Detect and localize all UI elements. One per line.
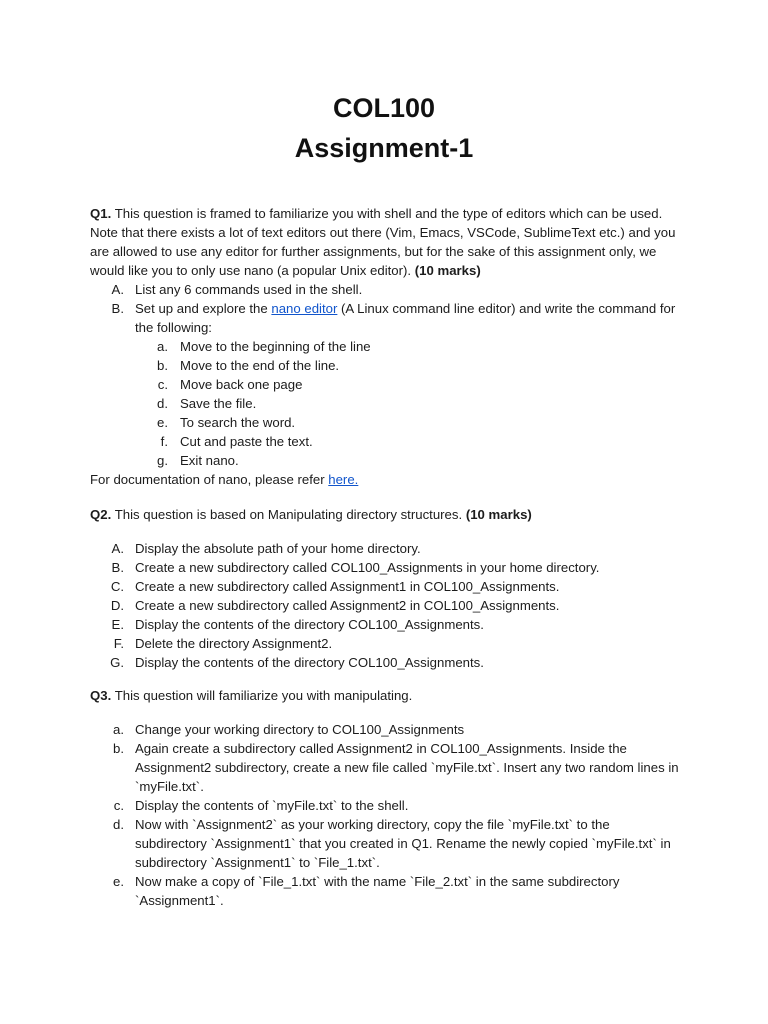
list-marker: A. [111,541,124,556]
q3-prompt [90,686,680,705]
list-item-text: Again create a subdirectory called Assignment2 in COL100_Assignments. Inside the Assignment2 subdirectory, create a new file called `myFile.txt`. Insert any two random lines in `myFile.txt`. [135,741,679,794]
list-marker: g. [157,453,168,468]
q3-item [90,739,680,796]
list-marker: f. [160,434,168,449]
q1-subitem [90,337,680,356]
q1-item-b [90,299,680,470]
list-item-text: Set up and explore the [135,301,272,316]
list-marker: d. [157,396,168,411]
q1-item-a [90,280,680,299]
spacer [90,524,680,539]
q1-prompt [90,204,680,280]
question-3 [90,686,680,910]
q2-marks: (10 marks) [465,507,532,522]
assignment-title: Assignment-1 [294,133,474,163]
list-marker: D. [110,598,124,613]
q2-item [90,577,680,596]
q3-list [90,720,680,910]
list-marker: c. [157,377,168,392]
spacer [90,705,680,720]
list-item-text: Delete the directory Assignment2. [135,636,333,651]
q1-subitem [90,394,680,413]
list-marker: e. [113,874,124,889]
q2-prompt [90,505,680,524]
list-item-text: List any 6 commands used in the shell. [135,282,363,297]
list-item-text: Move to the end of the line. [180,358,340,373]
question-1 [90,204,680,489]
list-marker: G. [110,655,124,670]
q3-label: Q3. [90,688,112,703]
list-marker: B. [111,560,124,575]
list-item-text: Display the contents of `myFile.txt` to the shell. [135,798,409,813]
list-item-text: Create a new subdirectory called Assignment2 in COL100_Assignments. [135,598,560,613]
list-item-text: To search the word. [180,415,296,430]
q1-documentation [90,470,680,489]
list-item-text: Display the contents of the directory COL100_Assignments. [135,617,484,632]
q3-item [90,720,680,739]
q1-subitem [90,356,680,375]
list-item-text: Change your working directory to COL100_Assignments [135,722,465,737]
q1-list [90,280,680,470]
q2-item [90,558,680,577]
list-item-text: Now make a copy of `File_1.txt` with the name `File_2.txt` in the same subdirectory `Assignment1`. [135,874,620,908]
list-marker: b. [157,358,168,373]
q2-item [90,615,680,634]
course-code: COL100 [332,93,436,123]
list-item-text: Cut and paste the text. [180,434,313,449]
list-item-text: (A Linux command line editor) and write the command for the following: [135,301,676,335]
q1-marks: (10 marks) [414,263,481,278]
question-2 [90,505,680,672]
list-marker: E. [111,617,124,632]
list-item-text: Exit nano. [180,453,239,468]
list-item-text: Display the contents of the directory COL100_Assignments. [135,655,484,670]
q3-item [90,872,680,910]
list-marker: e. [157,415,168,430]
q2-label: Q2. [90,507,112,522]
list-marker: a. [113,722,124,737]
list-item-text: Display the absolute path of your home directory. [135,541,421,556]
q2-item [90,596,680,615]
q2-item [90,539,680,558]
list-marker: a. [157,339,168,354]
list-marker: B. [111,301,124,316]
q1-subitem [90,451,680,470]
q1-text: This question is framed to familiarize you with shell and the type of editors which can be used. Note that there exists a lot of text editors out there (Vim, Emacs, VSCode, SublimeText etc.) and you are allowed to use any editor for further assignments, but for the sake of this assignment only, we would like you to only use nano (a popular Unix editor). [90,206,676,278]
doc-text: For documentation of nano, please refer [90,472,329,487]
q3-text: This question will familiarize you with manipulating. [111,688,413,703]
list-marker: c. [113,798,124,813]
list-item-text: Save the file. [180,396,257,411]
q2-list [90,539,680,672]
q2-item [90,653,680,672]
q3-item [90,796,680,815]
q1-sublist [90,337,680,470]
list-item-text: Now with `Assignment2` as your working directory, copy the file `myFile.txt` to the subdirectory `Assignment1` that you created in Q1. Rename the newly copied `myFile.txt` in subdirectory `Assignment1` to `File_1.txt`. [135,817,671,870]
list-marker: A. [111,282,124,297]
nano-docs-link[interactable]: here. [328,472,359,487]
document-title [0,88,768,168]
list-item-text: Create a new subdirectory called COL100_Assignments in your home directory. [135,560,600,575]
q2-text: This question is based on Manipulating directory structures. [111,507,466,522]
q2-item [90,634,680,653]
q3-item [90,815,680,872]
list-item-text: Move to the beginning of the line [180,339,371,354]
q1-subitem [90,375,680,394]
nano-editor-link[interactable]: nano editor [271,301,338,316]
list-item-text: Move back one page [180,377,303,392]
list-marker: b. [113,741,124,756]
list-marker: F. [113,636,124,651]
q1-subitem [90,413,680,432]
list-marker: d. [113,817,124,832]
q1-label: Q1. [90,206,112,221]
q1-subitem [90,432,680,451]
list-item-text: Create a new subdirectory called Assignment1 in COL100_Assignments. [135,579,560,594]
list-marker: C. [110,579,124,594]
